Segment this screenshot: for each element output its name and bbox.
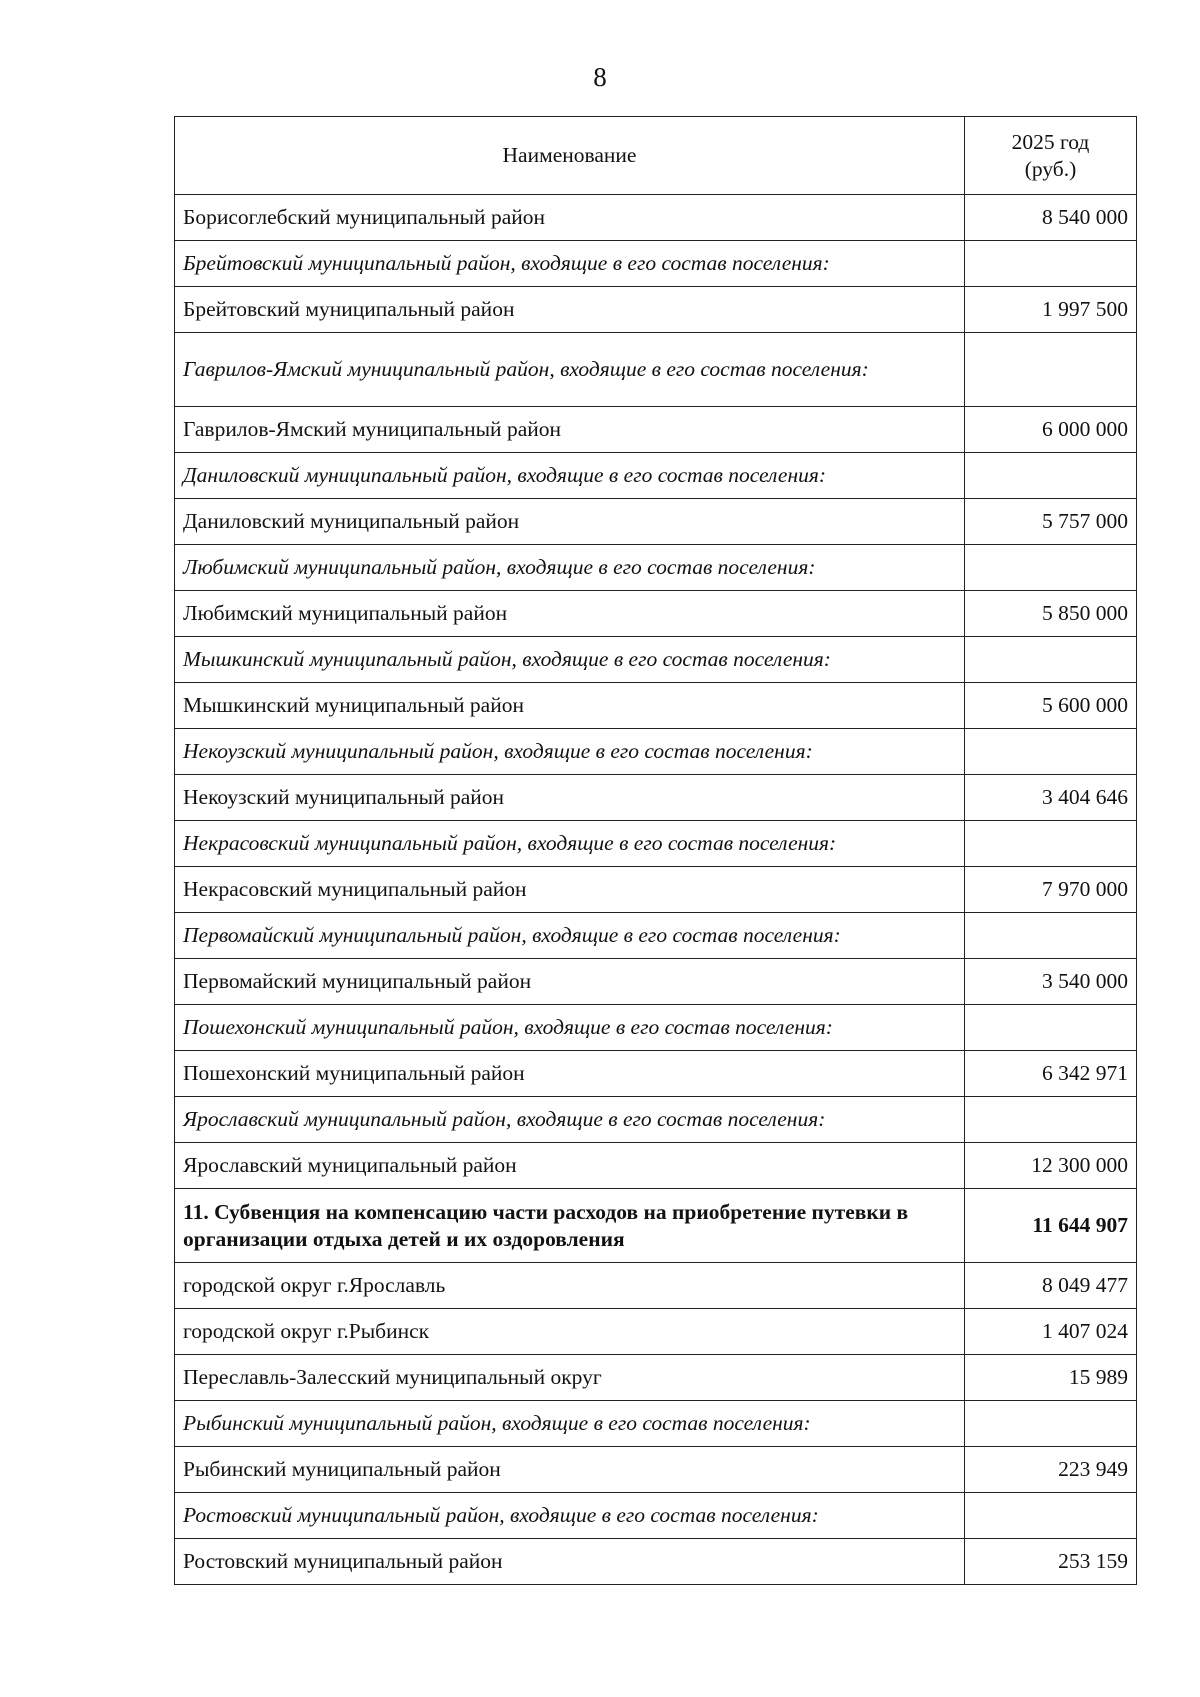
row-name: Брейтовский муниципальный район xyxy=(175,287,965,333)
table-header xyxy=(175,117,1137,195)
table-row xyxy=(175,287,1137,333)
row-name: Даниловский муниципальный район, входящие в его состав поселения: xyxy=(175,453,965,499)
table-body xyxy=(175,195,1137,1585)
group-row xyxy=(175,1005,1137,1051)
table-row xyxy=(175,867,1137,913)
row-name: Ярославский муниципальный район, входящие в его состав поселения: xyxy=(175,1097,965,1143)
row-name: Переславль-Залесский муниципальный округ xyxy=(175,1355,965,1401)
header-row xyxy=(175,117,1137,195)
row-value: 6 000 000 xyxy=(965,407,1137,453)
row-value: 11 644 907 xyxy=(965,1189,1137,1263)
table-row xyxy=(175,683,1137,729)
row-name: Первомайский муниципальный район xyxy=(175,959,965,1005)
row-value xyxy=(965,333,1137,407)
row-value xyxy=(965,1097,1137,1143)
row-name: Некоузский муниципальный район xyxy=(175,775,965,821)
row-name: Любимский муниципальный район xyxy=(175,591,965,637)
row-value xyxy=(965,1005,1137,1051)
row-value xyxy=(965,729,1137,775)
row-value: 12 300 000 xyxy=(965,1143,1137,1189)
row-value: 5 850 000 xyxy=(965,591,1137,637)
row-name: Рыбинский муниципальный район xyxy=(175,1447,965,1493)
row-name: Гаврилов-Ямский муниципальный район, входящие в его состав поселения: xyxy=(175,333,965,407)
row-value xyxy=(965,453,1137,499)
group-row xyxy=(175,241,1137,287)
row-name: Первомайский муниципальный район, входящие в его состав поселения: xyxy=(175,913,965,959)
row-value: 5 757 000 xyxy=(965,499,1137,545)
table-row xyxy=(175,775,1137,821)
row-value: 5 600 000 xyxy=(965,683,1137,729)
row-value: 223 949 xyxy=(965,1447,1137,1493)
row-name: Рыбинский муниципальный район, входящие в его состав поселения: xyxy=(175,1401,965,1447)
row-value: 1 997 500 xyxy=(965,287,1137,333)
row-name: Ярославский муниципальный район xyxy=(175,1143,965,1189)
row-name: Некрасовский муниципальный район xyxy=(175,867,965,913)
table-row xyxy=(175,959,1137,1005)
row-value xyxy=(965,1493,1137,1539)
row-value xyxy=(965,637,1137,683)
row-value: 1 407 024 xyxy=(965,1309,1137,1355)
header-value xyxy=(965,117,1137,195)
table-row xyxy=(175,499,1137,545)
page-number: 8 xyxy=(593,62,607,92)
row-value: 253 159 xyxy=(965,1539,1137,1585)
row-value: 8 049 477 xyxy=(965,1263,1137,1309)
row-name: городской округ г.Ярославль xyxy=(175,1263,965,1309)
table-row xyxy=(175,591,1137,637)
table-row xyxy=(175,1263,1137,1309)
row-name: Ростовский муниципальный район xyxy=(175,1539,965,1585)
table-row xyxy=(175,1355,1137,1401)
table-row xyxy=(175,1309,1137,1355)
header-name: Наименование xyxy=(175,117,965,195)
group-row xyxy=(175,1097,1137,1143)
row-name: Брейтовский муниципальный район, входящие в его состав поселения: xyxy=(175,241,965,287)
row-value xyxy=(965,545,1137,591)
row-value: 3 404 646 xyxy=(965,775,1137,821)
table-row xyxy=(175,1539,1137,1585)
row-name: Любимский муниципальный район, входящие в его состав поселения: xyxy=(175,545,965,591)
row-value: 7 970 000 xyxy=(965,867,1137,913)
table-row xyxy=(175,1051,1137,1097)
section-row xyxy=(175,1189,1137,1263)
group-row xyxy=(175,1493,1137,1539)
row-name: 11. Субвенция на компенсацию части расходов на приобретение путевки в организации отдыха детей и их оздоровления xyxy=(175,1189,965,1263)
table-row xyxy=(175,1143,1137,1189)
row-value xyxy=(965,241,1137,287)
row-name: Пошехонский муниципальный район xyxy=(175,1051,965,1097)
row-value: 15 989 xyxy=(965,1355,1137,1401)
row-value xyxy=(965,821,1137,867)
group-row xyxy=(175,333,1137,407)
row-name: Пошехонский муниципальный район, входящие в его состав поселения: xyxy=(175,1005,965,1051)
row-value: 3 540 000 xyxy=(965,959,1137,1005)
group-row xyxy=(175,1401,1137,1447)
row-name: Даниловский муниципальный район xyxy=(175,499,965,545)
row-value: 8 540 000 xyxy=(965,195,1137,241)
table-row xyxy=(175,195,1137,241)
group-row xyxy=(175,545,1137,591)
group-row xyxy=(175,453,1137,499)
row-value xyxy=(965,913,1137,959)
row-name: городской округ г.Рыбинск xyxy=(175,1309,965,1355)
row-name: Некоузский муниципальный район, входящие в его состав поселения: xyxy=(175,729,965,775)
table-row xyxy=(175,1447,1137,1493)
row-name: Ростовский муниципальный район, входящие в его состав поселения: xyxy=(175,1493,965,1539)
budget-table xyxy=(174,116,1137,1585)
row-name: Борисоглебский муниципальный район xyxy=(175,195,965,241)
header-value-year: 2025 год xyxy=(1011,129,1090,154)
table-row xyxy=(175,407,1137,453)
row-name: Некрасовский муниципальный район, входящие в его состав поселения: xyxy=(175,821,965,867)
group-row xyxy=(175,913,1137,959)
row-value xyxy=(965,1401,1137,1447)
group-row xyxy=(175,821,1137,867)
row-name: Гаврилов-Ямский муниципальный район xyxy=(175,407,965,453)
header-value-unit: (руб.) xyxy=(1024,156,1077,181)
row-value: 6 342 971 xyxy=(965,1051,1137,1097)
group-row xyxy=(175,729,1137,775)
row-name: Мышкинский муниципальный район, входящие в его состав поселения: xyxy=(175,637,965,683)
row-name: Мышкинский муниципальный район xyxy=(175,683,965,729)
group-row xyxy=(175,637,1137,683)
